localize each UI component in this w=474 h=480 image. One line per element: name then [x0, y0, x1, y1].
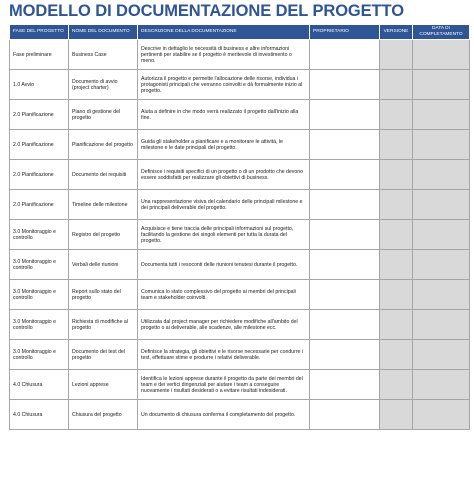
cell-phase: Fase preliminare — [10, 40, 69, 70]
cell-phase: 3.0 Monitoraggio e controllo — [10, 310, 69, 340]
cell-doc-name: Documento di avvio (project charter) — [69, 70, 138, 100]
cell-completion-date — [413, 40, 470, 70]
table-row — [10, 190, 470, 220]
cell-doc-name: Lezioni apprese — [69, 370, 138, 400]
cell-version — [380, 220, 413, 250]
cell-phase: 3.0 Monitoraggio e controllo — [10, 280, 69, 310]
cell-doc-name: Registro del progetto — [69, 220, 138, 250]
table-row — [10, 160, 470, 190]
cell-completion-date — [413, 310, 470, 340]
cell-version — [380, 130, 413, 160]
cell-phase: 1.0 Avvio — [10, 70, 69, 100]
cell-completion-date — [413, 190, 470, 220]
cell-phase: 4.0 Chiusura — [10, 370, 69, 400]
cell-doc-name: Report sullo stato del progetto — [69, 280, 138, 310]
cell-completion-date — [413, 370, 470, 400]
cell-doc-name: Richiesta di modifiche al progetto — [69, 310, 138, 340]
cell-owner — [310, 400, 380, 430]
cell-owner — [310, 130, 380, 160]
cell-owner — [310, 70, 380, 100]
cell-version — [380, 370, 413, 400]
cell-completion-date — [413, 130, 470, 160]
header-description: DESCRIZIONE DELLA DOCUMENTAZIONE — [138, 25, 310, 40]
header-version: VERSIONE — [380, 25, 413, 40]
cell-description: Documenta tutti i resoconti delle riunioni tenutesi durante il progetto. — [138, 250, 310, 280]
cell-completion-date — [413, 400, 470, 430]
table-body — [10, 40, 470, 430]
cell-owner — [310, 280, 380, 310]
cell-phase: 4.0 Chiusura — [10, 400, 69, 430]
header-completion-date: DATA DI COMPLETAMENTO — [413, 25, 470, 40]
header-doc-name: NOME DEL DOCUMENTO — [69, 25, 138, 40]
table-row — [10, 130, 470, 160]
cell-phase: 2.0 Pianificazione — [10, 130, 69, 160]
header-phase: FASE DEL PROGETTO — [10, 25, 69, 40]
cell-owner — [310, 250, 380, 280]
cell-description: Una rappresentazione visiva del calendario delle principali milestone e dei principali deliverable del progetto. — [138, 190, 310, 220]
cell-description: Definisce i requisiti specifici di un progetto o di un prodotto che devono essere soddisfatti per realizzare gli obiettivi di business. — [138, 160, 310, 190]
cell-phase: 2.0 Pianificazione — [10, 160, 69, 190]
cell-completion-date — [413, 340, 470, 370]
table-row — [10, 400, 470, 430]
cell-description: Utilizzata dal project manager per richiedere modifiche all'ambito del progetto o ai deliverable, alle scadenze, alle milestone ecc. — [138, 310, 310, 340]
cell-description: Identifica le lezioni apprese durante il progetto da parte dei membri del team e dei vertici dirigenziali per aiutare i team a conseguire nuovamente i risultati desiderati o a evitare risultati indesiderati. — [138, 370, 310, 400]
cell-description: Definisce la strategia, gli obiettivi e le risorse necessarie per condurre i test, effettuare stime e produrre i relativi deliverable. — [138, 340, 310, 370]
table-row — [10, 40, 470, 70]
table-row — [10, 220, 470, 250]
cell-version — [380, 70, 413, 100]
cell-description: Guida gli stakeholder a pianificare e a monitorare le attività, le milestone e le date principali del progetto. — [138, 130, 310, 160]
cell-description: Acquisisce e tiene traccia delle principali informazioni sul progetto, facilitando la gestione dei singoli elementi per tutta la durata del progetto. — [138, 220, 310, 250]
cell-completion-date — [413, 70, 470, 100]
cell-completion-date — [413, 100, 470, 130]
cell-owner — [310, 160, 380, 190]
cell-owner — [310, 310, 380, 340]
cell-doc-name: Timeline delle milestone — [69, 190, 138, 220]
cell-version — [380, 100, 413, 130]
header-row — [10, 25, 470, 40]
table-row — [10, 280, 470, 310]
cell-version — [380, 190, 413, 220]
cell-completion-date — [413, 280, 470, 310]
cell-version — [380, 310, 413, 340]
cell-completion-date — [413, 220, 470, 250]
header-owner: PROPRIETARIO — [310, 25, 380, 40]
cell-doc-name: Documento dei requisiti — [69, 160, 138, 190]
cell-description: Un documento di chiusura conferma il completamento del progetto. — [138, 400, 310, 430]
cell-phase: 2.0 Pianificazione — [10, 190, 69, 220]
cell-doc-name: Documento dei test del progetto — [69, 340, 138, 370]
cell-description: Aiuta a definire in che modo verrà realizzato il progetto dall'inizio alla fine. — [138, 100, 310, 130]
table-row — [10, 70, 470, 100]
cell-version — [380, 400, 413, 430]
table-header — [10, 25, 470, 40]
cell-completion-date — [413, 250, 470, 280]
table-row — [10, 250, 470, 280]
cell-owner — [310, 100, 380, 130]
cell-owner — [310, 220, 380, 250]
page-title: MODELLO DI DOCUMENTAZIONE DEL PROGETTO — [9, 2, 404, 20]
cell-owner — [310, 370, 380, 400]
cell-version — [380, 40, 413, 70]
table-row — [10, 310, 470, 340]
cell-description: Autorizza il progetto e permette l'allocazione delle risorse, individua i protagonisti principali che verranno coinvolti e dà formalmente inizio al progetto. — [138, 70, 310, 100]
cell-doc-name: Piano di gestione del progetto — [69, 100, 138, 130]
cell-version — [380, 250, 413, 280]
cell-phase: 3.0 Monitoraggio e controllo — [10, 220, 69, 250]
table-row — [10, 370, 470, 400]
cell-phase: 2.0 Pianificazione — [10, 100, 69, 130]
cell-version — [380, 280, 413, 310]
cell-owner — [310, 340, 380, 370]
cell-version — [380, 340, 413, 370]
cell-phase: 3.0 Monitoraggio e controllo — [10, 250, 69, 280]
table-row — [10, 340, 470, 370]
cell-completion-date — [413, 160, 470, 190]
documentation-table — [9, 24, 470, 430]
cell-doc-name: Pianificazione del progetto — [69, 130, 138, 160]
cell-owner — [310, 40, 380, 70]
cell-description: Comunica lo stato complessivo del progetto ai membri del principali team e stakeholder coinvolti. — [138, 280, 310, 310]
cell-doc-name: Verbali delle riunioni — [69, 250, 138, 280]
cell-description: Descrive in dettaglio le necessità di business e altre informazioni pertinenti per stabilire se il progetto è meritevole di investimento o meno. — [138, 40, 310, 70]
cell-version — [380, 160, 413, 190]
cell-doc-name: Chiusura del progetto — [69, 400, 138, 430]
cell-phase: 3.0 Monitoraggio e controllo — [10, 340, 69, 370]
table-row — [10, 100, 470, 130]
cell-owner — [310, 190, 380, 220]
cell-doc-name: Business Case — [69, 40, 138, 70]
